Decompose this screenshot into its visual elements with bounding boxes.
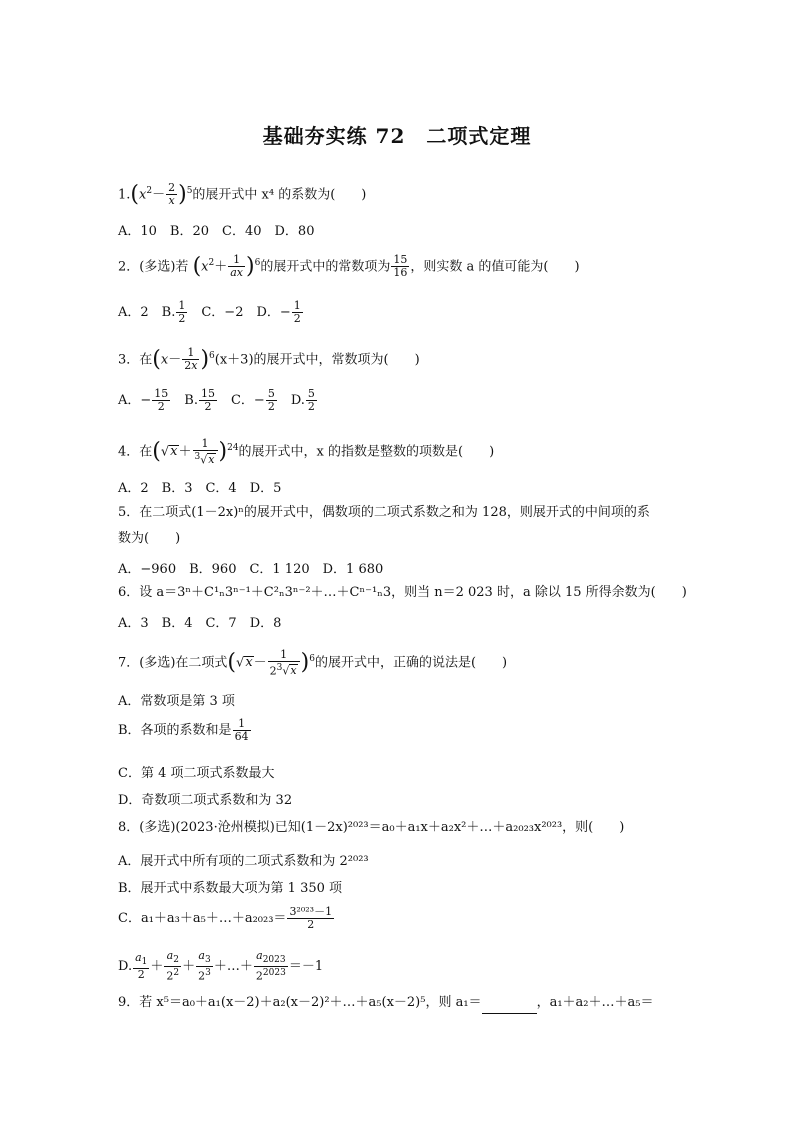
question-5-options: A．−960 B．960 C．1 120 D．1 680 — [118, 562, 384, 577]
question-4: 4．在(√x＋ $\frac{1}{^3√x}$ )$^{24}$的展开式中，x 的指数是整数的项数是( ) — [118, 436, 495, 467]
question-4-options: A．2 B．3 C．4 D．5 — [118, 481, 282, 496]
question-8-option-d: D. $\frac{a_1}{2}$ ＋ $\frac{a_2}{2^2}$ ＋ $\frac{a_3}{2^3}$ ＋…＋ $\frac{a_{2023}}{2^{2023}}$ ＝－1 — [118, 949, 324, 983]
question-3: 3．在(x－ $\frac{1}{2x}$ )$^6$(x＋3)的展开式中，常数项为( ) — [118, 346, 420, 373]
question-8: 8．(多选)(2023·沧州模拟)已知(1－2x)²⁰²³＝a₀＋a₁x＋a₂x²＋…＋a₂₀₂₃x²⁰²³，则( ) — [118, 820, 625, 835]
question-1-options: A．10 B．20 C．40 D．80 — [118, 224, 315, 239]
question-1: $1.(x^2-$ $\frac{2}{x}$ )$^5$的展开式中 x⁴ 的系数为( ) — [118, 181, 367, 208]
question-7-option-b: B．各项的系数和是 $\frac{1}{64}$ — [118, 717, 249, 743]
question-5-line-2: 数为( ) — [118, 531, 181, 546]
question-7-option-c: C．第 4 项二项式系数最大 — [118, 766, 275, 781]
question-7-option-d: D．奇数项二项式系数和为 32 — [118, 793, 293, 808]
page-title: 基础夯实练 72 二项式定理 — [262, 124, 532, 148]
question-2-options: A．2 B. $\frac{1}{2}$ C．−2 D．− $\frac{1}{2}$ — [118, 299, 301, 325]
question-3-options: A．− $\frac{15}{2}$ B. $\frac{15}{2}$ C．− $\frac{5}{2}$ D. $\frac{5}{2}$ — [118, 387, 315, 413]
question-6: 6．设 a＝3ⁿ＋C¹ₙ3ⁿ⁻¹＋C²ₙ3ⁿ⁻²＋…＋Cⁿ⁻¹ₙ3，则当 n＝2 023 时，a 除以 15 所得余数为( ) — [118, 585, 687, 600]
question-6-options: A．3 B．4 C．7 D．8 — [118, 616, 282, 631]
question-2: 2．(多选)若 ($x^2+$ $\frac{1}{ax}$ )$^6$的展开式中的常数项为 $\frac{15}{16}$ ，则实数 a 的值可能为( ) — [118, 253, 580, 280]
question-5-line-1: 5．在二项式(1－2x)ⁿ的展开式中，偶数项的二项式系数之和为 128，则展开式的中间项的系 — [118, 505, 650, 520]
answer-blank-1[interactable] — [482, 1001, 537, 1014]
question-8-option-c: C．a₁＋a₃＋a₅＋…＋a₂₀₂₃＝ $\frac{\text{3²⁰²³－1}}{2}$ — [118, 905, 333, 931]
question-7-option-a: A．常数项是第 3 项 — [118, 694, 235, 709]
question-9: 9．若 x⁵＝a₀＋a₁(x－2)＋a₂(x－2)²＋…＋a₅(x－2)⁵，则 a₁＝ ，a₁＋a₂＋…＋a₅＝ — [118, 992, 688, 1014]
question-8-option-b: B．展开式中系数最大项为第 1 350 项 — [118, 881, 343, 896]
question-8-option-a: A．展开式中所有项的二项式系数和为 2²⁰²³ — [118, 854, 369, 869]
question-7: 7．(多选)在二项式(√x－ $\frac{1}{2^3√x}$ )$^6$的展开式中，正确的说法是( ) — [118, 647, 508, 678]
